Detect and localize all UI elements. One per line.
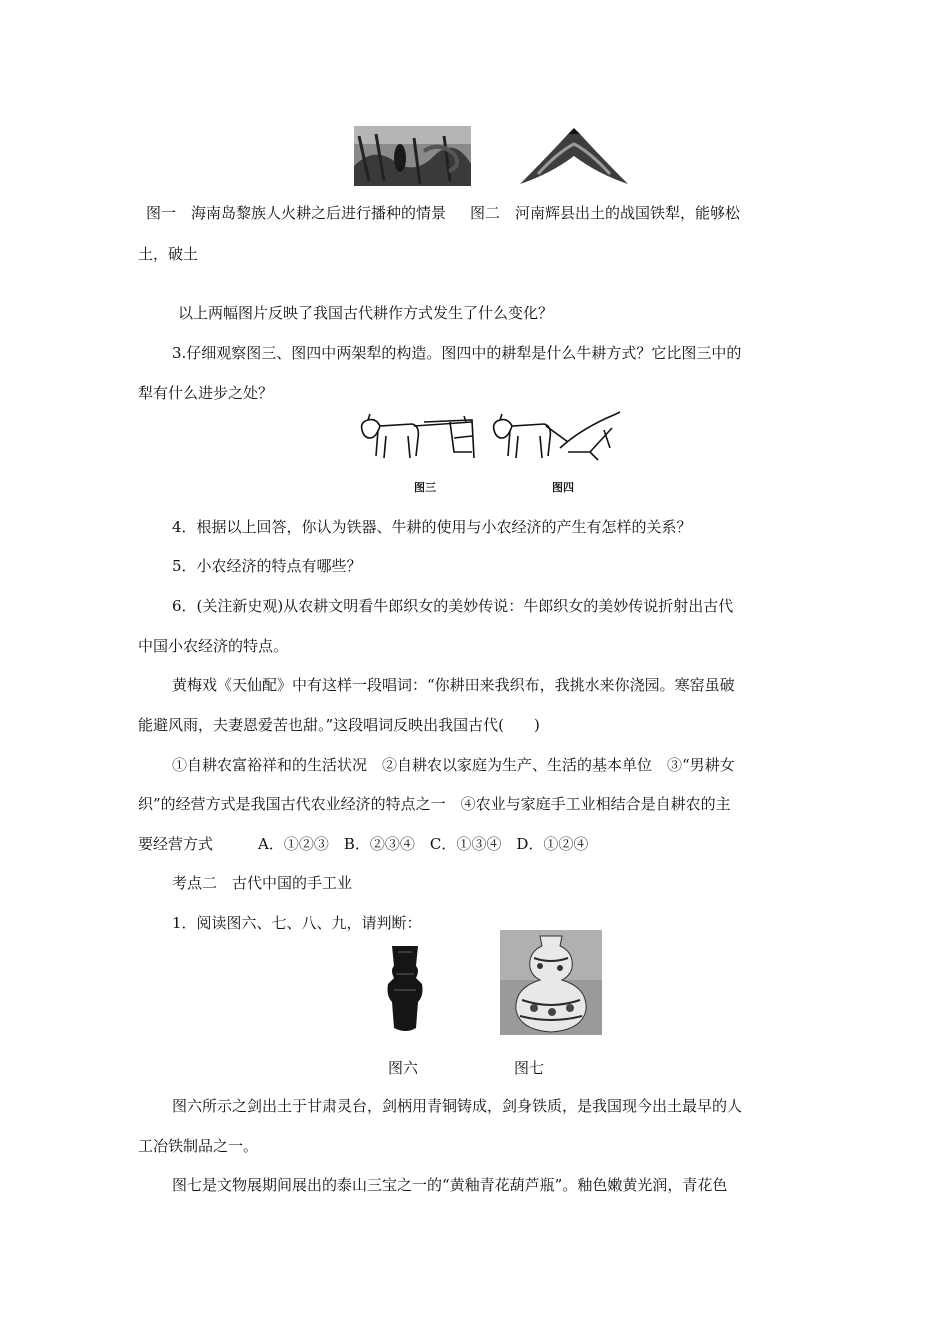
figure-6-sword xyxy=(382,944,428,1034)
figure-1-caption: 图一 海南岛黎族人火耕之后进行播种的情景 xyxy=(146,204,447,222)
section-2-title: 考点二 古代中国的手工业 xyxy=(172,874,353,892)
figure-6-description-line-1: 图六所示之剑出土于甘肃灵台，剑柄用青铜铸成，剑身铁质，是我国现今出土最早的人 xyxy=(172,1097,743,1115)
question-3-line-2: 犁有什么进步之处？ xyxy=(138,384,274,402)
opera-quote-line-2: 能避风雨，夫妻恩爱苦也甜。”这段唱词反映出我国古代( ) xyxy=(138,716,540,734)
figure-7-label: 图七 xyxy=(514,1059,545,1077)
figure-3-label: 图三 xyxy=(414,481,436,494)
figure-2-caption-continued: 土，破土 xyxy=(138,245,199,263)
options-line-2: 织”的经营方式是我国古代农业经济的特点之一 ④农业与家庭手工业相结合是自耕农的主 xyxy=(138,795,731,813)
figure-4-label: 图四 xyxy=(552,481,574,494)
figure-6-label: 图六 xyxy=(388,1059,419,1077)
figure-2-plough xyxy=(518,126,630,188)
question-6-line-1: 6．(关注新史观)从农耕文明看牛郎织女的美妙传说：牛郎织女的美妙传说折射出古代 xyxy=(172,597,734,615)
options-line-3: 要经营方式 A．①②③ B．②③④ C．①③④ D．①②④ xyxy=(138,835,589,853)
question-5: 5．小农经济的特点有哪些？ xyxy=(172,557,362,575)
question-2: 以上两幅图片反映了我国古代耕作方式发生了什么变化？ xyxy=(178,304,554,322)
figure-6-description-line-2: 工冶铁制品之一。 xyxy=(138,1137,259,1155)
question-4: 4．根据以上回答，你认为铁器、牛耕的使用与小农经济的产生有怎样的关系？ xyxy=(172,518,692,536)
figure-3-4-ox-ploughs xyxy=(354,408,624,470)
section-2-question-1: 1．阅读图六、七、八、九，请判断： xyxy=(172,914,422,932)
question-3-line-1: 3.仔细观察图三、图四中两架犁的构造。图四中的耕犁是什么牛耕方式？它比图三中的 xyxy=(172,344,742,362)
figure-7-gourd-vase xyxy=(500,930,602,1035)
figure-7-description-line-1: 图七是文物展期间展出的泰山三宝之一的“黄釉青花葫芦瓶”。釉色嫩黄光润，青花色 xyxy=(172,1176,728,1194)
question-6-line-2: 中国小农经济的特点。 xyxy=(138,637,289,655)
options-line-1: ①自耕农富裕祥和的生活状况 ②自耕农以家庭为生产、生活的基本单位 ③“男耕女 xyxy=(172,756,735,774)
figure-1-photo xyxy=(354,126,471,186)
figure-2-caption: 图二 河南辉县出土的战国铁犁，能够松 xyxy=(470,204,741,222)
opera-quote-line-1: 黄梅戏《天仙配》中有这样一段唱词：“你耕田来我织布，我挑水来你浇园。寒窑虽破 xyxy=(172,676,735,694)
figure-1-2-caption xyxy=(146,203,826,223)
